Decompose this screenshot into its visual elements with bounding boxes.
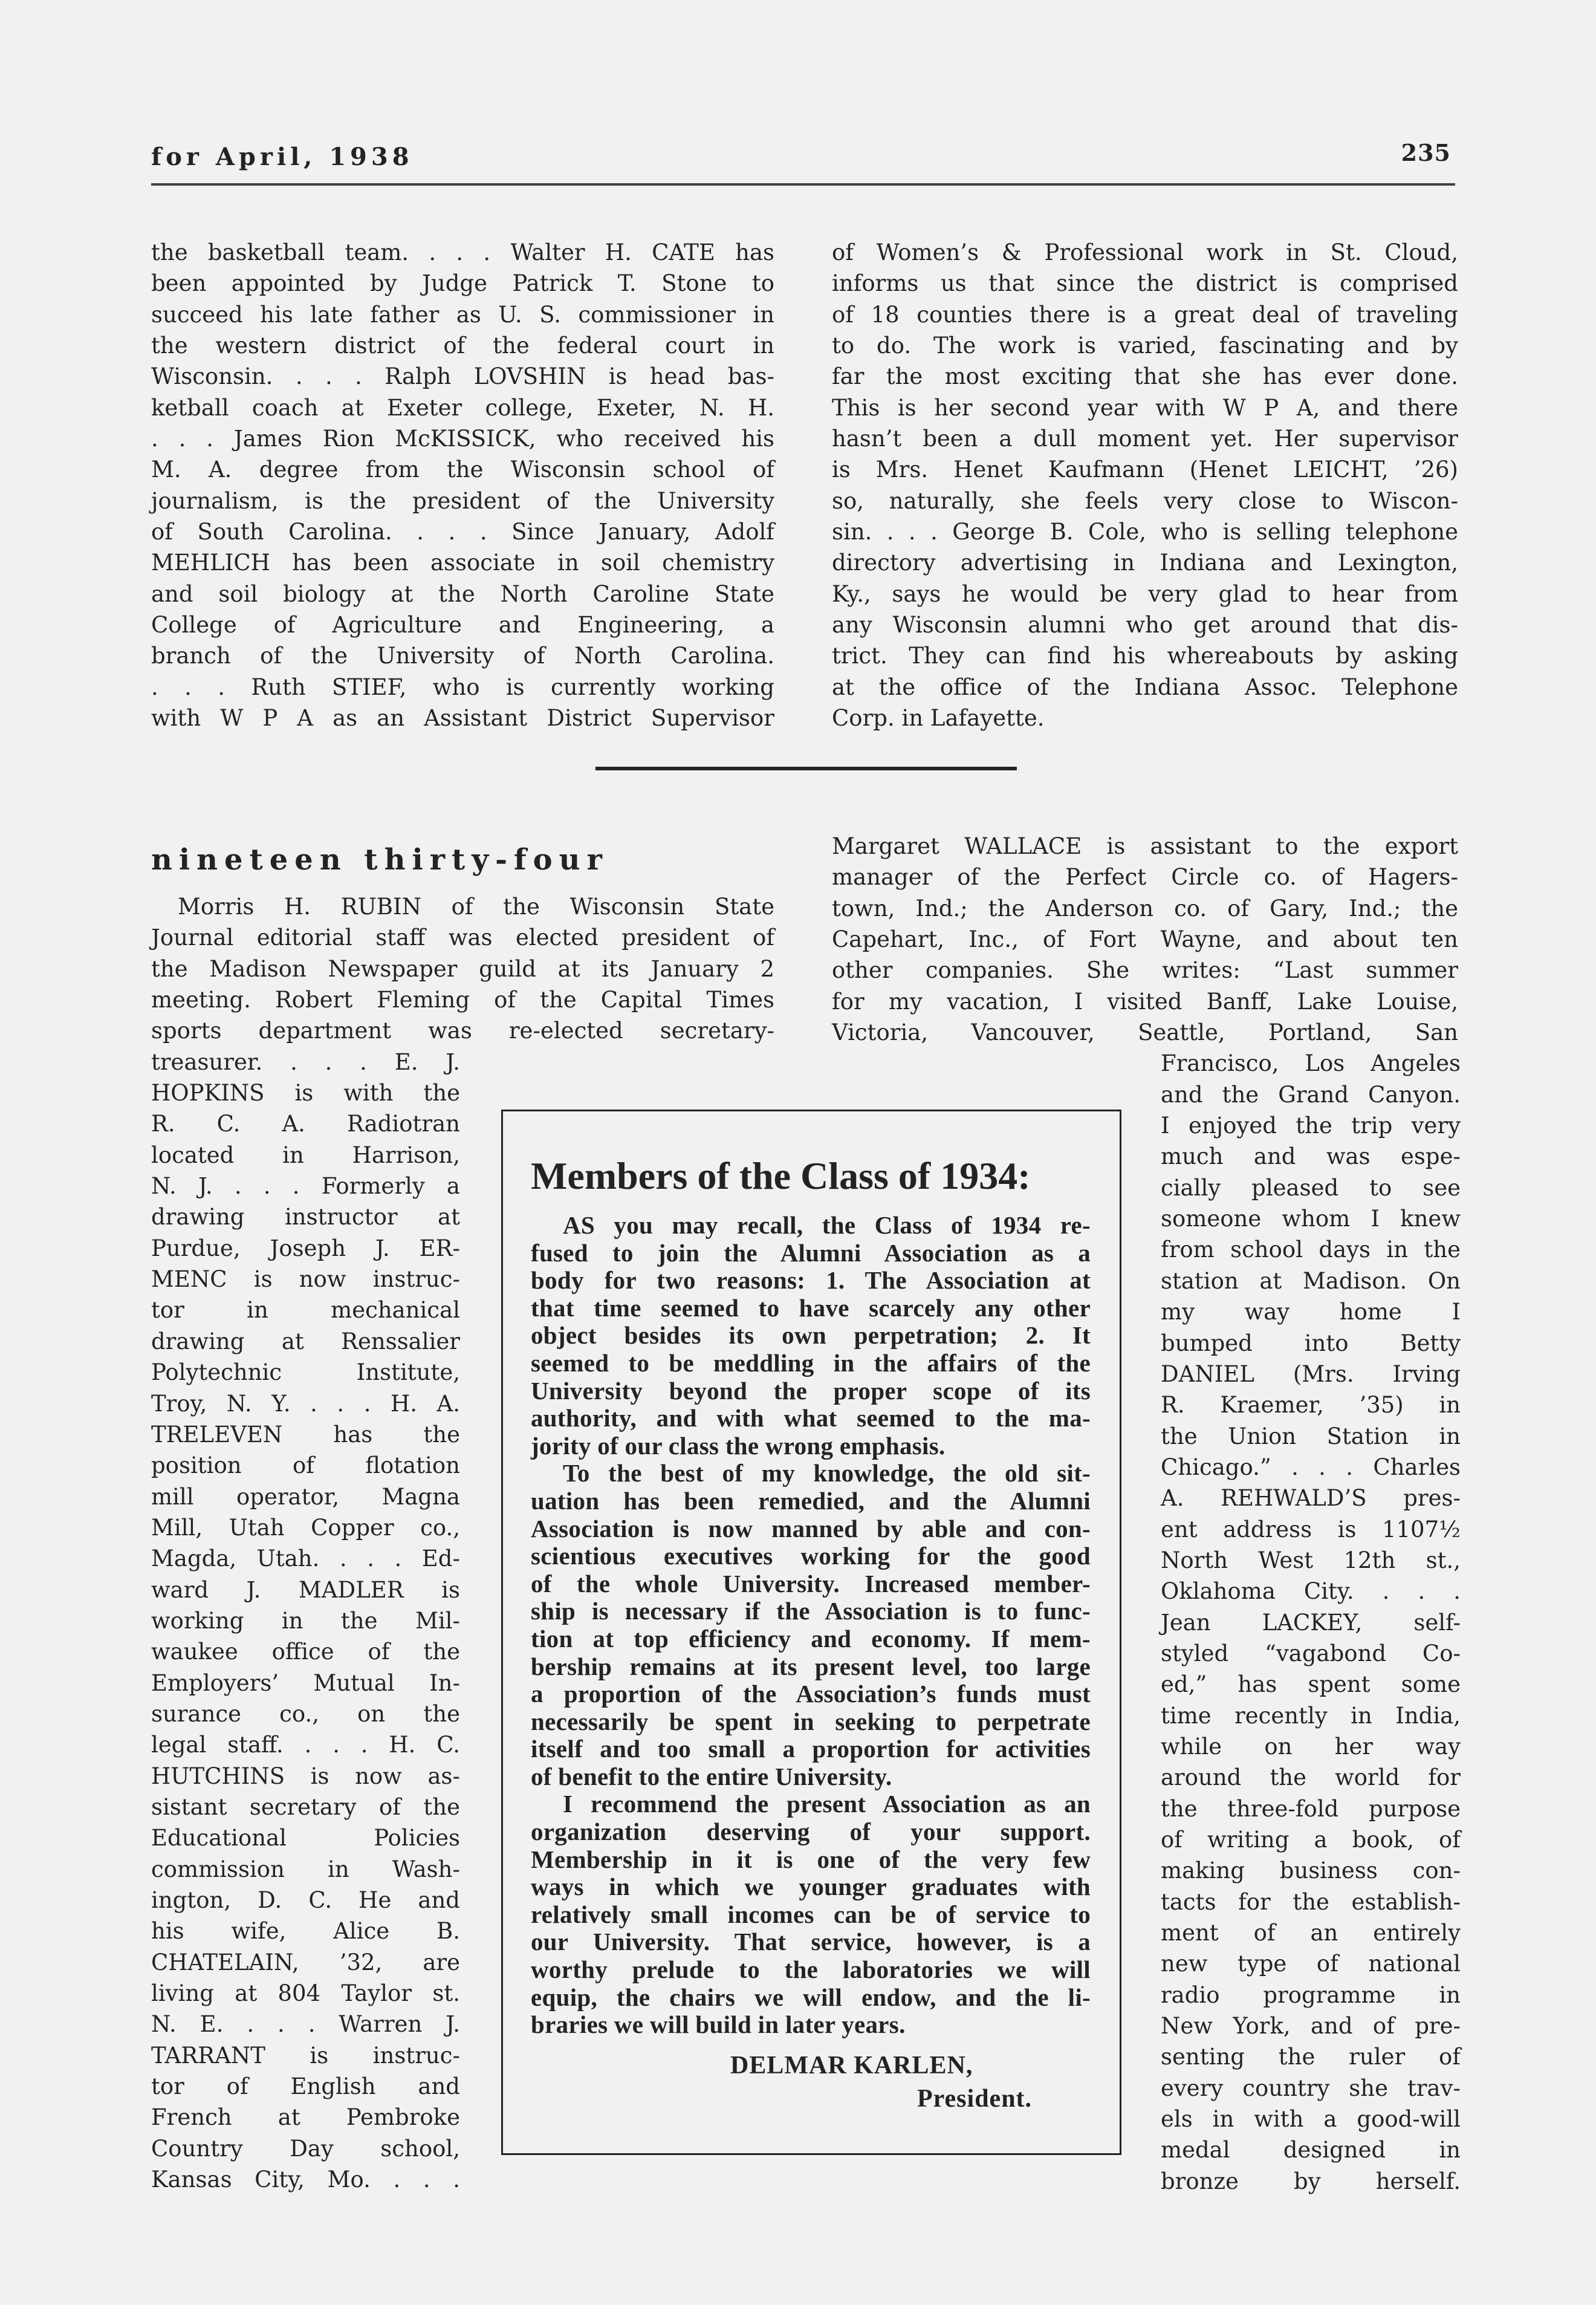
text-line: far the most exciting that she has ever done. (832, 363, 1458, 390)
text-line: branch of the University of North Carolina. (151, 643, 774, 669)
text-line: station at Madison. On (1161, 1267, 1461, 1294)
text-line: . . . James Rion McKISSICK, who received his (151, 426, 774, 452)
text-line: TARRANT is instruc- (151, 2042, 460, 2069)
text-line: town, Ind.; the Anderson co. of Gary, Ind.; the (832, 895, 1458, 922)
text-line: New York, and of pre- (1161, 2013, 1461, 2040)
text-line: ed,” has spent some (1161, 1671, 1461, 1698)
text-line: Margaret WALLACE is assistant to the export (832, 833, 1458, 859)
text-line: much and was espe- (1161, 1143, 1461, 1170)
text-line: CHATELAIN, ’32, are (151, 1949, 460, 1975)
text-line: I recommend the present Association as an (563, 1790, 1091, 1818)
text-line: Oklahoma City. . . . (1161, 1578, 1461, 1605)
text-line: ent address is 1107½ (1161, 1516, 1461, 1543)
text-line: equip, the chairs we will endow, and the li- (531, 1983, 1091, 2011)
text-line: Victoria, Vancouver, Seattle, Portland, San (832, 1019, 1458, 1046)
text-line: position of flotation (151, 1452, 460, 1479)
text-line: College of Agriculture and Engineering, a (151, 612, 774, 639)
text-line: N. E. . . . Warren J. (151, 2011, 460, 2038)
text-line: that time seemed to have scarcely any other (531, 1293, 1091, 1322)
text-line: informs us that since the district is comprised (832, 270, 1458, 297)
text-line: drawing at Renssalier (151, 1328, 460, 1354)
text-line: University beyond the proper scope of its (531, 1376, 1091, 1405)
text-line: ington, D. C. He and (151, 1887, 460, 1913)
text-line: MEHLICH has been associate in soil chemistry (151, 550, 774, 576)
text-line: TRELEVEN has the (151, 1421, 460, 1448)
text-line: N. J. . . . Formerly a (151, 1173, 460, 1200)
text-line: other companies. She writes: “Last summer (832, 957, 1458, 984)
text-line: drawing instructor at (151, 1204, 460, 1231)
text-line: Corp. in Lafayette. (832, 705, 1045, 732)
text-line: directory advertising in Indiana and Lexington, (832, 550, 1458, 576)
text-line: object besides its own perpetration; 2. It (531, 1321, 1091, 1350)
lower-right-wide-lines (832, 831, 1458, 1048)
text-line: been appointed by Judge Patrick T. Stone to (151, 270, 774, 297)
text-line: To the best of my knowledge, the old sit- (563, 1459, 1091, 1487)
text-line: ship is necessary if the Association is to func- (531, 1597, 1091, 1625)
text-line: manager of the Perfect Circle co. of Hagers- (832, 864, 1458, 891)
text-line: Purdue, Joseph J. ER- (151, 1235, 460, 1261)
text-line: of South Carolina. . . . Since January, Adolf (151, 519, 774, 545)
box-title: Members of the Class of 1934: (531, 1154, 1031, 1197)
text-line: Employers’ Mutual In- (151, 1669, 460, 1696)
signature-name: DELMAR KARLEN, (730, 2052, 973, 2079)
text-line: fused to join the Alumni Association as a (531, 1238, 1091, 1267)
text-line: making business con- (1161, 1858, 1461, 1884)
section-divider (595, 767, 1017, 770)
text-line: at the office of the Indiana Assoc. Telephone (832, 674, 1458, 700)
text-line: tor of English and (151, 2073, 460, 2100)
text-line: new type of national (1161, 1951, 1461, 1977)
text-line: bronze by herself. (1161, 2168, 1461, 2194)
text-line: R. Kraemer, ’35) in (1161, 1392, 1461, 1419)
text-line: the three-fold purpose (1161, 1795, 1461, 1822)
text-line: DANIEL (Mrs. Irving (1161, 1361, 1461, 1387)
text-line: ketball coach at Exeter college, Exeter, N. H. (151, 394, 774, 421)
text-line: legal staff. . . . H. C. (151, 1732, 460, 1758)
header-rule (151, 183, 1455, 186)
text-line: scientious executives working for the good (531, 1542, 1091, 1570)
text-line: ways in which we younger graduates with (531, 1873, 1091, 1901)
text-line: of writing a book, of (1161, 1827, 1461, 1853)
text-line: MENC is now instruc- (151, 1266, 460, 1293)
text-line: surance co., on the (151, 1700, 460, 1727)
text-line: sin. . . . George B. Cole, who is selling telephone (832, 519, 1458, 545)
text-line: working in the Mil- (151, 1607, 460, 1634)
text-line: hasn’t been a dull moment yet. Her supervisor (832, 426, 1458, 452)
text-line: from school days in the (1161, 1237, 1461, 1263)
text-line: Capehart, Inc., of Fort Wayne, and about ten (832, 926, 1458, 953)
text-line: tacts for the establish- (1161, 1888, 1461, 1915)
text-line: Educational Policies (151, 1825, 460, 1851)
text-line: French at Pembroke (151, 2104, 460, 2131)
lower-right-narrow-lines (1161, 1048, 1461, 2197)
text-line: Mill, Utah Copper co., (151, 1514, 460, 1541)
text-line: my way home I (1161, 1299, 1461, 1325)
page-number: 235 (1401, 139, 1451, 166)
text-line: journalism, is the president of the University (151, 487, 774, 514)
text-line: living at 804 Taylor st. (151, 1980, 460, 2007)
lower-left-wide-lines (151, 891, 774, 1047)
text-line: treasurer. . . . E. J. (151, 1048, 460, 1075)
text-line: M. A. degree from the Wisconsin school of (151, 457, 774, 483)
text-line: Chicago.” . . . Charles (1161, 1454, 1461, 1480)
text-line: the Madison Newspaper guild at its January 2 (151, 955, 774, 982)
text-line: braries we will build in later years. (531, 2011, 906, 2039)
text-line: a proportion of the Association’s funds must (531, 1680, 1091, 1708)
text-line: someone whom I knew (1161, 1206, 1461, 1232)
text-line: to do. The work is varied, fascinating and by (832, 333, 1458, 359)
text-line: North West 12th st., (1161, 1547, 1461, 1573)
text-line: AS you may recall, the Class of 1934 re- (563, 1211, 1091, 1239)
text-line: Kansas City, Mo. . . . (151, 2167, 460, 2193)
issue-date: for April, 1938 (151, 143, 414, 171)
text-line: itself and too small a proportion for activities (531, 1735, 1091, 1763)
text-line: senting the ruler of (1161, 2044, 1461, 2070)
text-line: located in Harrison, (151, 1142, 460, 1168)
text-line: and the Grand Canyon. (1161, 1081, 1461, 1108)
text-line: Membership in it is one of the very few (531, 1845, 1091, 1873)
box-body (531, 1212, 1091, 2039)
text-line: ward J. MADLER is (151, 1576, 460, 1603)
text-line: while on her way (1161, 1733, 1461, 1760)
text-line: Troy, N. Y. . . . H. A. (151, 1390, 460, 1417)
text-line: of 18 counties there is a great deal of traveling (832, 301, 1458, 328)
text-line: every country she trav- (1161, 2075, 1461, 2101)
text-line: HUTCHINS is now as- (151, 1763, 460, 1789)
text-line: mill operator, Magna (151, 1483, 460, 1510)
text-line: meeting. Robert Fleming of the Capital Times (151, 987, 774, 1013)
text-line: Ky., says he would be very glad to hear from (832, 580, 1458, 607)
text-line: organization deserving of your support. (531, 1818, 1091, 1846)
text-line: is Mrs. Henet Kaufmann (Henet LEICHT, ’26) (832, 457, 1458, 483)
text-line: time recently in India, (1161, 1702, 1461, 1729)
text-line: sports department was re-elected secretary- (151, 1018, 774, 1044)
text-line: Journal editorial staff was elected president of (151, 925, 774, 951)
text-line: waukee office of the (151, 1639, 460, 1665)
text-line: HOPKINS is with the (151, 1080, 460, 1107)
text-line: body for two reasons: 1. The Association at (531, 1266, 1091, 1295)
text-line: Wisconsin. . . . Ralph LOVSHIN is head bas- (151, 363, 774, 390)
text-line: of Women’s & Professional work in St. Cloud, (832, 239, 1458, 265)
text-line: worthy prelude to the laboratories we will (531, 1956, 1091, 1984)
text-line: his wife, Alice B. (151, 1918, 460, 1945)
text-line: necessarily be spent in seeking to perpetrate (531, 1707, 1091, 1735)
text-line: bumped into Betty (1161, 1330, 1461, 1356)
text-line: tor in mechanical (151, 1297, 460, 1324)
text-line: any Wisconsin alumni who get around that dis- (832, 612, 1458, 639)
text-line: Magda, Utah. . . . Ed- (151, 1546, 460, 1572)
text-line: medal designed in (1161, 2137, 1461, 2164)
text-line: for my vacation, I visited Banff, Lake Louise, (832, 988, 1458, 1015)
text-line: Francisco, Los Angeles (1161, 1050, 1461, 1077)
text-line: Morris H. RUBIN of the Wisconsin State (178, 894, 774, 920)
text-line: of benefit to the entire University. (531, 1762, 892, 1790)
text-line: Jean LACKEY, self- (1161, 1609, 1461, 1636)
text-line: commission in Wash- (151, 1856, 460, 1882)
top-left-column (151, 237, 774, 734)
text-line: seemed to be meddling in the affairs of the (531, 1348, 1091, 1377)
text-line: so, naturally, she feels very close to Wiscon- (832, 487, 1458, 514)
text-line: styled “vagabond Co- (1161, 1640, 1461, 1666)
text-line: jority of our class the wrong emphasis. (531, 1431, 946, 1460)
text-line: radio programme in (1161, 1982, 1461, 2008)
text-line: sistant secretary of the (151, 1793, 460, 1820)
text-line: I enjoyed the trip very (1161, 1113, 1461, 1139)
text-line: bership remains at its present level, too large (531, 1652, 1091, 1680)
text-line: A. REHWALD’S pres- (1161, 1485, 1461, 1512)
top-right-column (832, 237, 1458, 734)
text-line: tion at top efficiency and economy. If mem- (531, 1624, 1091, 1653)
text-line: of the whole University. Increased member- (531, 1569, 1091, 1598)
text-line: around the world for (1161, 1764, 1461, 1791)
text-line: . . . Ruth STIEF, who is currently working (151, 674, 774, 700)
text-line: the western district of the federal court in (151, 333, 774, 359)
signature-title: President. (917, 2085, 1033, 2113)
box-paragraph (531, 1212, 1091, 1460)
box-paragraph (531, 1790, 1091, 2038)
text-line: our University. That service, however, is a (531, 1928, 1091, 1956)
class-notice-box (501, 1110, 1121, 2155)
text-line: ment of an entirely (1161, 1920, 1461, 1946)
text-line: succeed his late father as U. S. commissioner in (151, 301, 774, 328)
lower-left-narrow-lines (151, 1047, 460, 2196)
text-line: the Union Station in (1161, 1423, 1461, 1449)
text-line: R. C. A. Radiotran (151, 1111, 460, 1137)
text-line: Polytechnic Institute, (151, 1359, 460, 1386)
text-line: relatively small incomes can be of service to (531, 1900, 1091, 1928)
section-heading: nineteen thirty-four (151, 843, 609, 877)
text-line: els in with a good-will (1161, 2106, 1461, 2133)
text-line: and soil biology at the North Caroline State (151, 580, 774, 607)
text-line: with W P A as an Assistant District Supervisor (151, 705, 774, 732)
text-line: This is her second year with W P A, and there (832, 394, 1458, 421)
text-line: Country Day school, (151, 2135, 460, 2162)
text-line: Association is now manned by able and con- (531, 1514, 1091, 1543)
box-paragraph (531, 1460, 1091, 1790)
text-line: cially pleased to see (1161, 1174, 1461, 1201)
text-line: uation has been remedied, and the Alumni (531, 1486, 1091, 1515)
text-line: trict. They can find his whereabouts by asking (832, 643, 1458, 669)
text-line: the basketball team. . . . Walter H. CATE has (151, 239, 774, 265)
text-line: authority, and with what seemed to the ma- (531, 1404, 1091, 1432)
